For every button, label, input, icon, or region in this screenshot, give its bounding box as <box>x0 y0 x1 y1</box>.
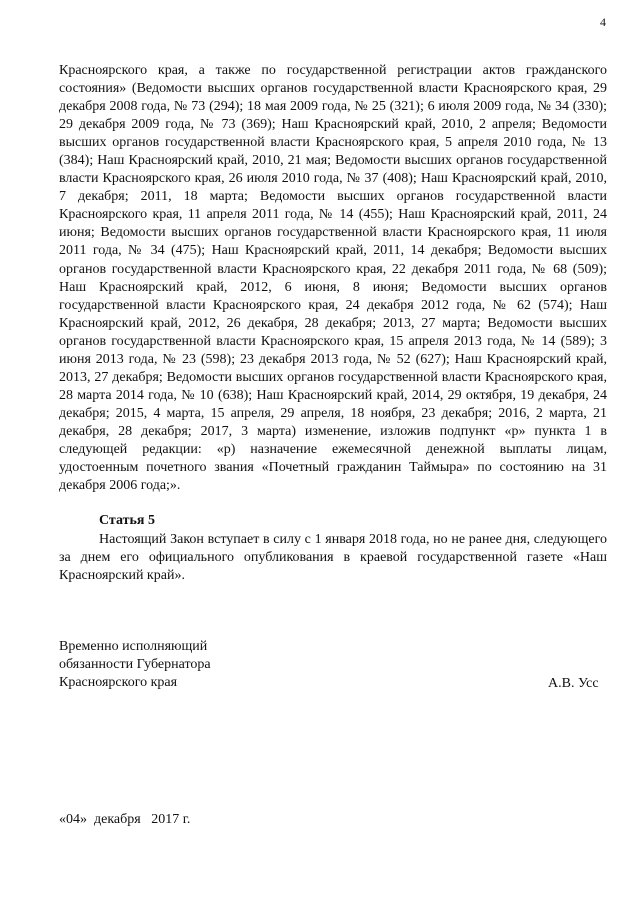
article-title: Статья 5 <box>99 513 155 528</box>
article-text: Настоящий Закон вступает в силу с 1 января 2018 года, но не ранее дня, следующего за днем его официального опубликования в краевой государственной газете «Наш Красноярский край». <box>59 532 607 584</box>
signature-position-line1: Временно исполняющий <box>59 639 208 654</box>
signature-block <box>59 638 211 693</box>
page-number: 4 <box>600 15 606 29</box>
document-date: «04» декабря 2017 г. <box>59 812 191 827</box>
signer-name: А.В. Усс <box>548 676 599 691</box>
signature-position-line3: Красноярского края <box>59 675 178 691</box>
signature-position-line2: обязанности Губернатора <box>59 657 211 673</box>
body-paragraph: Красноярского края, а также по государственной регистрации актов гражданского состояния» (Ведомости высших органов государственной власти Красноярского края, 29 декабря 2008 года, № 73 (294); 18 мая 2009 года, № 25 (321); 6 июля 2009 года, № 34 (330); 29 декабря 2009 года, № 73 (369); Наш Красноярский край, 2010, 2 апреля; Ведомости высших органов государственной власти Красноярского края, 5 апреля 2010 года, № 13 (384); Наш Красноярский край, 2010, 21 мая; Ведомости высших органов государственной власти Красноярского края, 26 июля 2010 года, № 37 (408); Наш Красноярский край, 2010, 7 декабря; 2011, 18 марта; Ведомости высших органов государственной власти Красноярского края, 11 апреля 2011 года, № 14 (455); Наш Красноярский край, 2011, 24 июня; Ведомости высших органов государственной власти Красноярского края, 11 июля 2011 года, № 34 (475); Наш Красноярский край, 2011, 14 декабря; Ведомости высших органов государственной власти Красноярского края, 22 декабря 2011 года, № 68 (509); Наш Красноярский край, 2012, 6 июня, 8 июня; Ведомости высших органов государственной власти Красноярского края, 24 декабря 2012 года, № 62 (574); Наш Красноярский край, 2012, 26 декабря, 28 декабря; 2013, 27 марта; Ведомости высших органов государственной власти Красноярского края, 15 апреля 2013 года, № 14 (589); 3 июня 2013 года, № 23 (598); 23 декабря 2013 года, № 52 (627); Наш Красноярский край, 2013, 27 декабря; Ведомости высших органов государственной власти Красноярского края, 28 марта 2014 года, № 10 (638); Наш Красноярский край, 2014, 29 октября, 19 декабря, 24 декабря; 2015, 4 марта, 15 апреля, 29 апреля, 18 ноября, 23 декабря; 2016, 2 марта, 21 декабря, 28 декабря; 2017, 3 марта) изменение, изложив подпункт «р» пункта 1 в следующей редакции: «р) назначение ежемесячной денежной выплаты лицам, удостоенным почетного звания «Почетный гражданин Таймыра» по состоянию на 31 декабря 2006 года;». <box>59 63 607 494</box>
